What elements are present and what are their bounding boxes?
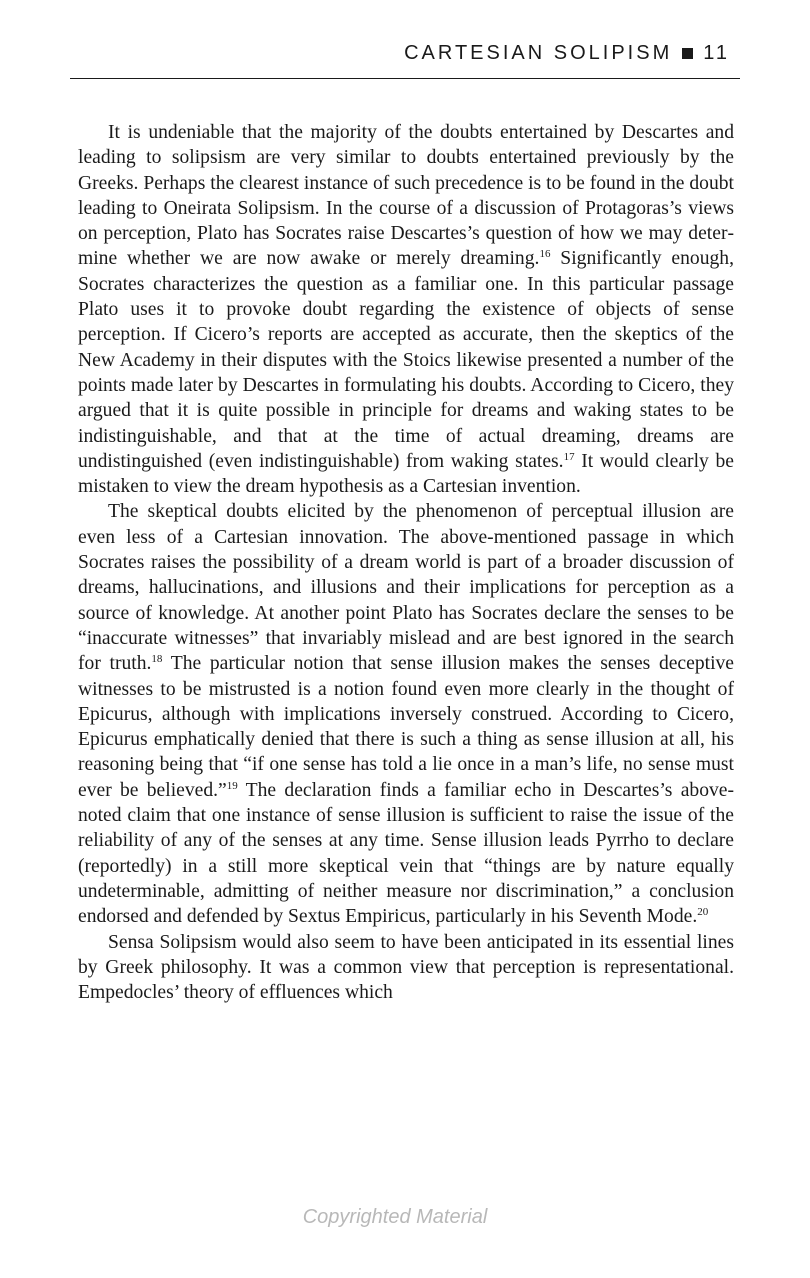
- page-number: 11: [703, 42, 730, 64]
- footnote-marker[interactable]: 18: [151, 653, 163, 666]
- paragraph-text: Significantly enough, Socrates characterizes the question as a familiar one. In this particular passage Plato uses it to provoke doubt regarding the existence of objects of sense perception. If Cicero’s reports are accepted as accurate, then the skeptics of the New Academy in their disputes with the Stoics likewise presented a number of the points made later by Descartes in formulating his doubts. According to Cicero, they argued that it is quite possible in principle for dreams and waking states to be indistinguishable, and that at the time of actual dreaming, dreams are undistinguished (even indistinguishable) from waking states.: [78, 248, 734, 472]
- paragraph: [78, 930, 734, 1006]
- paragraph: [78, 120, 734, 499]
- paragraph: [78, 499, 734, 929]
- footnote-marker[interactable]: 17: [563, 450, 575, 463]
- header-rule: [70, 78, 740, 79]
- footnote-marker[interactable]: 19: [226, 779, 238, 792]
- footnote-marker[interactable]: 16: [539, 248, 551, 261]
- running-head: [404, 42, 730, 65]
- paragraph-text: The particular notion that sense illusion makes the senses deceptive witnesses to be mistrusted is a notion found even more clearly in the thought of Epicurus, although with implications inversely construed. According to Cicero, Epicurus emphatically denied that there is such a thing as sense illusion at all, his reasoning being that “if one sense has told a lie once in a man’s life, no sense must ever be believed.”: [78, 653, 735, 801]
- paragraph-text: It is undeniable that the majority of the doubts entertained by Descartes and leading to solipsism are very similar to doubts entertained previously by the Greeks. Perhaps the clearest instance of such precedence is to be found in the doubt leading to Oneirata Solipsism. In the course of a discussion of Protagoras’s views on perception, Plato has Socrates raise Descartes’s question of how we may determine whether we are now awake or merely dreaming.: [78, 122, 734, 270]
- paragraph-text: It would clearly be mistaken to view the dream hypothesis as a Cartesian invention.: [78, 450, 734, 498]
- paragraph-text: The skeptical doubts elicited by the phenomenon of perceptual illusion are even less of a Cartesian innovation. The above-mentioned passage in which Socrates raises the possibility of a dream world is part of a broader discussion of dreams, hallucinations, and illusions and their implications for perception as a source of knowledge. At another point Plato has Socrates declare the senses to be “inaccurate witnesses” that invariably mislead and are best ignored in the search for truth.: [78, 501, 734, 675]
- body-text: [78, 120, 734, 1005]
- paragraph-text: Sensa Solipsism would also seem to have been anticipated in its essential lines by Greek philosophy. It was a common view that perception is representational. Empedocles’ theory of effluences which: [78, 931, 734, 1004]
- square-bullet-icon: [682, 48, 693, 59]
- footnote-marker[interactable]: 20: [697, 906, 709, 919]
- copyright-watermark: Copyrighted Material: [302, 1206, 488, 1228]
- paragraph-text: The declaration finds a familiar echo in Descartes’s above-noted claim that one instance of sense illusion is sufficient to raise the issue of the reliability of any of the senses at any time. Sense illusion leads Pyrrho to declare (reportedly) in a still more skeptical vein that “things are by nature equally undeterminable, admitting of neither measure nor discrimination,” a conclusion endorsed and defended by Sextus Empiricus, particularly in his Seventh Mode.: [78, 779, 735, 928]
- running-head-title: CARTESIAN SOLIPISM: [404, 42, 673, 64]
